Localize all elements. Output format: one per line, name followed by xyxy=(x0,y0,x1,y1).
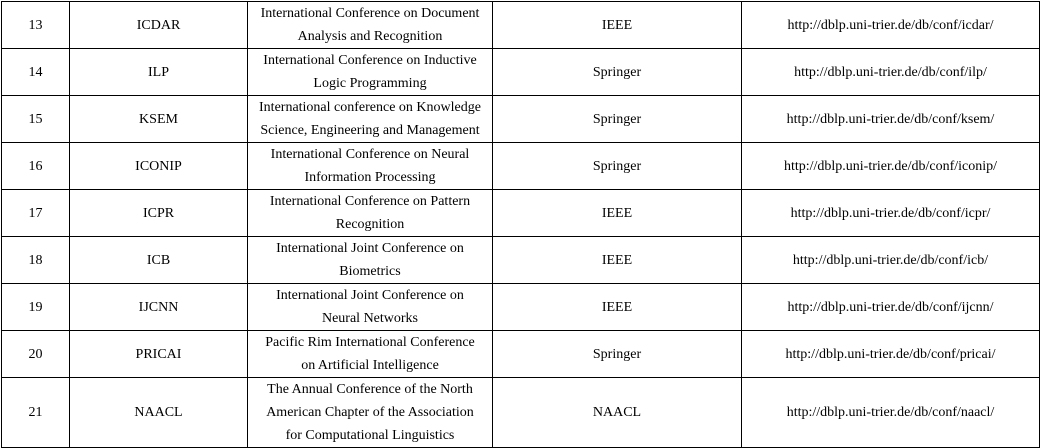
row-number: 13 xyxy=(2,2,70,49)
table-row xyxy=(2,190,1040,237)
publisher: NAACL xyxy=(493,378,742,448)
conference-name-line: International Conference on Document xyxy=(260,6,480,21)
conference-name-line: Biometrics xyxy=(339,264,401,279)
row-number: 21 xyxy=(2,378,70,448)
conference-name xyxy=(248,378,493,448)
conference-name-line: Science, Engineering and Management xyxy=(260,123,480,138)
table-row xyxy=(2,96,1040,143)
conference-name xyxy=(248,49,493,96)
conference-name-line: The Annual Conference of the North xyxy=(267,382,473,397)
table-row xyxy=(2,284,1040,331)
conference-abbreviation: ICDAR xyxy=(70,2,248,49)
publisher: IEEE xyxy=(493,2,742,49)
publisher: IEEE xyxy=(493,237,742,284)
publisher: Springer xyxy=(493,143,742,190)
table-row xyxy=(2,378,1040,448)
conference-name xyxy=(248,96,493,143)
row-number: 14 xyxy=(2,49,70,96)
table-row xyxy=(2,331,1040,378)
dblp-url: http://dblp.uni-trier.de/db/conf/ilp/ xyxy=(742,49,1040,96)
conference-name xyxy=(248,143,493,190)
dblp-url: http://dblp.uni-trier.de/db/conf/naacl/ xyxy=(742,378,1040,448)
row-number: 19 xyxy=(2,284,70,331)
conference-abbreviation: ICB xyxy=(70,237,248,284)
publisher: Springer xyxy=(493,49,742,96)
conference-abbreviation: NAACL xyxy=(70,378,248,448)
dblp-url: http://dblp.uni-trier.de/db/conf/iconip/ xyxy=(742,143,1040,190)
table-row xyxy=(2,237,1040,284)
conference-abbreviation: PRICAI xyxy=(70,331,248,378)
conference-name-line: International Conference on Neural xyxy=(270,147,470,162)
conference-name-line: International Conference on Inductive xyxy=(263,53,477,68)
conference-table xyxy=(1,1,1040,448)
publisher: IEEE xyxy=(493,284,742,331)
table-row xyxy=(2,143,1040,190)
dblp-url: http://dblp.uni-trier.de/db/conf/icb/ xyxy=(742,237,1040,284)
publisher: Springer xyxy=(493,331,742,378)
conference-name-line: American Chapter of the Association xyxy=(266,405,474,420)
conference-name-line: Information Processing xyxy=(304,170,436,185)
conference-name-line: Pacific Rim International Conference xyxy=(265,335,475,350)
row-number: 15 xyxy=(2,96,70,143)
conference-name-line: International Joint Conference on xyxy=(276,288,464,303)
dblp-url: http://dblp.uni-trier.de/db/conf/pricai/ xyxy=(742,331,1040,378)
conference-abbreviation: ILP xyxy=(70,49,248,96)
table-row xyxy=(2,49,1040,96)
conference-name-line: Logic Programming xyxy=(313,76,427,91)
row-number: 20 xyxy=(2,331,70,378)
conference-name xyxy=(248,2,493,49)
conference-name-line: Recognition xyxy=(335,217,405,232)
conference-name xyxy=(248,284,493,331)
dblp-url: http://dblp.uni-trier.de/db/conf/ksem/ xyxy=(742,96,1040,143)
conference-name-line: Neural Networks xyxy=(321,311,419,326)
publisher: IEEE xyxy=(493,190,742,237)
publisher: Springer xyxy=(493,96,742,143)
conference-name-line: International Joint Conference on xyxy=(276,241,464,256)
conference-name xyxy=(248,190,493,237)
conference-abbreviation: ICONIP xyxy=(70,143,248,190)
conference-name-line: International Conference on Pattern xyxy=(269,194,471,209)
row-number: 16 xyxy=(2,143,70,190)
dblp-url: http://dblp.uni-trier.de/db/conf/icdar/ xyxy=(742,2,1040,49)
row-number: 17 xyxy=(2,190,70,237)
conference-name-line: for Computational Linguistics xyxy=(285,428,455,443)
conference-name xyxy=(248,237,493,284)
conference-name xyxy=(248,331,493,378)
conference-name-line: on Artificial Intelligence xyxy=(301,358,439,373)
conference-name-line: International conference on Knowledge xyxy=(259,100,481,115)
row-number: 18 xyxy=(2,237,70,284)
dblp-url: http://dblp.uni-trier.de/db/conf/icpr/ xyxy=(742,190,1040,237)
conference-abbreviation: IJCNN xyxy=(70,284,248,331)
dblp-url: http://dblp.uni-trier.de/db/conf/ijcnn/ xyxy=(742,284,1040,331)
conference-name-line: Analysis and Recognition xyxy=(297,29,443,44)
conference-abbreviation: ICPR xyxy=(70,190,248,237)
table-row xyxy=(2,2,1040,49)
conference-abbreviation: KSEM xyxy=(70,96,248,143)
